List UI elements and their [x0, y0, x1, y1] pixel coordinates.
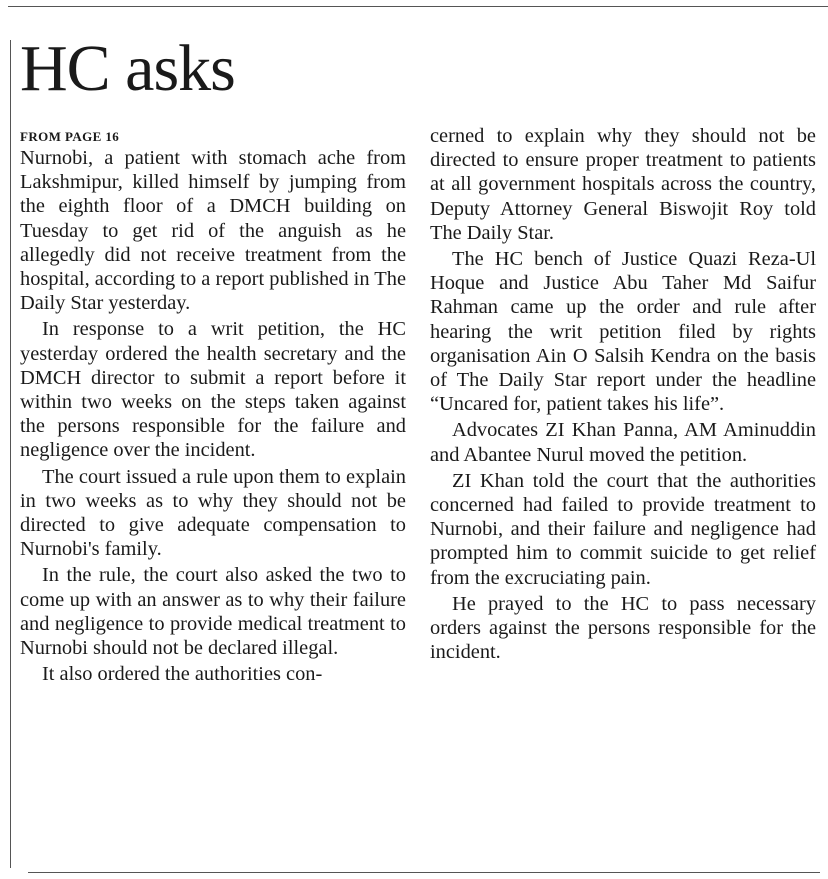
- article-column-left: [20, 124, 406, 686]
- paragraph: The court issued a rule upon them to explain in two weeks as to why they should not be directed to give adequate compensation to Nurnobi's family.: [20, 465, 406, 561]
- paragraph: It also ordered the authorities con-: [42, 663, 323, 686]
- paragraph: Nurnobi, a patient with stomach ache from Lakshmipur, killed himself by jumping from the eighth floor of a DMCH building on Tuesday to get rid of the anguish as he allegedly did not receive treatment from the hospital, according to a report published in The Daily Star yesterday.: [20, 147, 406, 315]
- paragraph: He prayed to the HC to pass necessary orders against the persons responsible for the incident.: [430, 592, 816, 664]
- top-rule: [8, 6, 828, 7]
- kicker: FROM PAGE 16: [20, 129, 120, 144]
- headline: HC asks: [20, 32, 235, 105]
- paragraph: Advocates ZI Khan Panna, AM Aminuddin and Abantee Nurul moved the petition.: [430, 419, 816, 466]
- article-column-right: [430, 124, 816, 664]
- paragraph: ZI Khan told the court that the authorities concerned had failed to provide treatment to Nurnobi, and their failure and negligence had prompted him to commit suicide to get relief from the excruciating pain.: [430, 469, 816, 589]
- left-rule: [10, 40, 11, 868]
- paragraph: The HC bench of Justice Quazi Reza-Ul Hoque and Justice Abu Taher Md Saifur Rahman came up the order and rule after hearing the writ petition filed by rights organisation Ain O Salsih Kendra on the basis of The Daily Star report under the headline “Uncared for, patient takes his life”.: [430, 248, 816, 416]
- paragraph: In response to a writ petition, the HC yesterday ordered the health secretary and the DMCH director to submit a report before it within two weeks on the steps taken against the persons responsible for the failure and negligence over the incident.: [20, 318, 406, 462]
- bottom-rule: [28, 872, 820, 873]
- paragraph-continuation: cerned to explain why they should not be directed to ensure proper treatment to patients at all government hospitals across the country, Deputy Attorney General Biswojit Roy told The Daily Star.: [430, 125, 816, 244]
- paragraph: In the rule, the court also asked the two to come up with an answer as to why their failure and negligence to provide medical treatment to Nurnobi should not be declared illegal.: [20, 564, 406, 660]
